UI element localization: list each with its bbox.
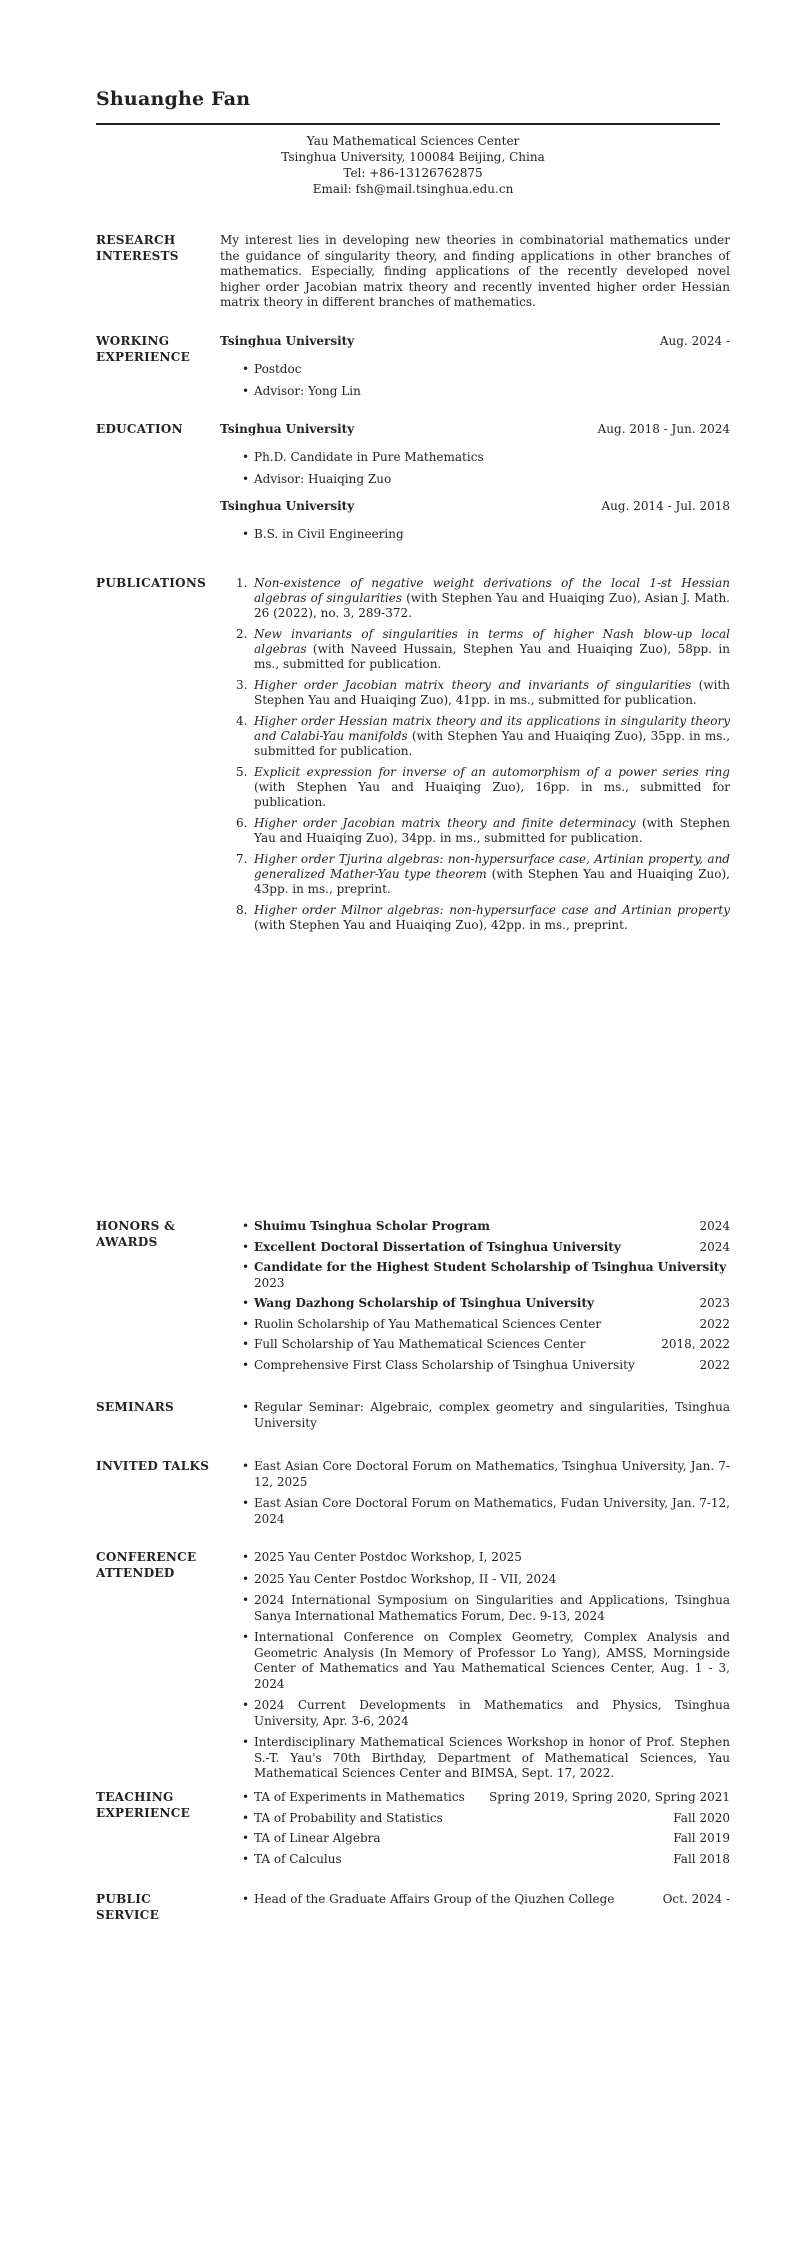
- conference-list: [220, 1550, 730, 1788]
- conference-item: • 2025 Yau Center Postdoc Workshop, I, 2025: [254, 1550, 730, 1566]
- institution: Tsinghua University: [220, 422, 355, 436]
- section-title: PUBLIC SERVICE: [96, 1892, 160, 1922]
- education-entry-head: [220, 499, 730, 514]
- conference-item: • 2025 Yau Center Postdoc Workshop, II - VII, 2024: [254, 1572, 730, 1588]
- section-title: RESEARCH INTERESTS: [96, 233, 179, 263]
- section-title: HONORS & AWARDS: [96, 1219, 176, 1249]
- section-title: EDUCATION: [96, 422, 183, 436]
- award-year: 2022: [699, 1357, 730, 1372]
- section-title: CONFERENCE ATTENDED: [96, 1550, 197, 1580]
- teaching-item: [254, 1852, 730, 1868]
- course-term: Spring 2019, Spring 2020, Spring 2021: [489, 1790, 730, 1804]
- publication-item: [254, 714, 730, 759]
- contact-line: Tsinghua University, 100084 Beijing, China: [281, 150, 545, 164]
- publication-details: (with Stephen Yau and Huaiqing Zuo), 16pp. in ms., submitted for publication.: [254, 780, 730, 809]
- award-year: 2024: [699, 1239, 730, 1254]
- publication-title: Higher order Jacobian matrix theory and invariants of singularities: [254, 678, 692, 692]
- teaching-item: [254, 1790, 730, 1806]
- service-item: [254, 1892, 730, 1908]
- publication-details: (with Naveed Hussain, Stephen Yau and Huaiqing Zuo), 58pp. in ms., submitted for publication.: [254, 642, 730, 671]
- list-item: • B.S. in Civil Engineering: [254, 527, 730, 543]
- publication-details: (with Stephen Yau and Huaiqing Zuo), 34pp. in ms., submitted for publication.: [254, 816, 730, 845]
- list-item: • Advisor: Huaiqing Zuo: [254, 472, 730, 488]
- publication-details: (with Stephen Yau and Huaiqing Zuo), 42pp. in ms., preprint.: [254, 918, 628, 932]
- publication-title: Higher order Jacobian matrix theory and finite determinacy: [254, 816, 636, 830]
- award-year: 2023: [699, 1296, 730, 1310]
- section-title: SEMINARS: [96, 1400, 175, 1414]
- service-date: Oct. 2024 -: [662, 1892, 730, 1906]
- date-range: Aug. 2024 -: [659, 334, 730, 348]
- talk-item: • East Asian Core Doctoral Forum on Mathematics, Fudan University, Jan. 7-12, 2024: [254, 1496, 730, 1527]
- section-title: INVITED TALKS: [96, 1459, 210, 1473]
- teaching-item: [254, 1811, 730, 1827]
- course-label: • TA of Linear Algebra: [254, 1831, 381, 1845]
- publication-list: [220, 576, 730, 933]
- award-label: • Comprehensive First Class Scholarship of Tsinghua University: [254, 1357, 635, 1372]
- institution: Tsinghua University: [220, 499, 355, 513]
- award-label: • Candidate for the Highest Student Scholarship of Tsinghua University: [254, 1260, 727, 1274]
- honors-list: [220, 1219, 730, 1378]
- research-text: My interest lies in developing new theories in combinatorial mathematics under the guidance of singularity theory, and finding applications in other branches of mathematics. Especially, finding applications of the recently developed novel higher order Jacobian matrix theory and recently invented higher order Hessian matrix theory in different branches of mathematics.: [220, 233, 730, 309]
- publication-title: Higher order Hessian matrix theory and its applications in singularity theory and Calabi-Yau manifolds: [254, 714, 730, 743]
- publication-item: [254, 576, 730, 621]
- contact-line: Yau Mathematical Sciences Center: [306, 134, 520, 148]
- award-item: [254, 1240, 730, 1256]
- teaching-item: [254, 1831, 730, 1847]
- award-item: [254, 1317, 730, 1333]
- award-item: [254, 1296, 730, 1312]
- award-item: [254, 1337, 730, 1353]
- conference-item: • Interdisciplinary Mathematical Sciences Workshop in honor of Prof. Stephen S.-T. Yau's 70th Birthday, Department of Mathematical Sciences, Yau Mathematical Sciences Center and BIMSA, Sept. 17, 2022.: [254, 1735, 730, 1782]
- education-entry-head: [220, 422, 730, 437]
- conference-item: • 2024 International Symposium on Singularities and Applications, Tsinghua Sanya International Mathematics Forum, Dec. 9-13, 2024: [254, 1593, 730, 1624]
- date-range: Aug. 2014 - Jul. 2018: [601, 499, 730, 513]
- contact-email[interactable]: Email: fsh@mail.tsinghua.edu.cn: [312, 182, 514, 196]
- header-rule: [96, 123, 720, 125]
- publication-item: [254, 816, 730, 846]
- publication-title: Higher order Milnor algebras: non-hypersurface case and Artinian property: [254, 903, 730, 917]
- work-entry-head: [220, 334, 730, 349]
- course-term: Fall 2020: [673, 1810, 730, 1825]
- section-title: WORKING EXPERIENCE: [96, 334, 191, 364]
- publication-item: [254, 765, 730, 810]
- award-label: • Excellent Doctoral Dissertation of Tsinghua University: [254, 1239, 621, 1254]
- contact-line: Tel: +86-13126762875: [343, 166, 483, 180]
- section-title: PUBLICATIONS: [96, 576, 207, 590]
- award-item: [254, 1219, 730, 1235]
- conference-item: • 2024 Current Developments in Mathematics and Physics, Tsinghua University, Apr. 3-6, 2024: [254, 1698, 730, 1729]
- publication-title: Explicit expression for inverse of an automorphism of a power series ring: [254, 765, 730, 779]
- teaching-list: [220, 1790, 730, 1872]
- service-label: • Head of the Graduate Affairs Group of the Qiuzhen College: [254, 1892, 615, 1906]
- publication-item: [254, 903, 730, 933]
- award-label: • Shuimu Tsinghua Scholar Program: [254, 1219, 491, 1233]
- award-item: [254, 1260, 730, 1291]
- contact-block: [186, 133, 640, 197]
- course-label: • TA of Experiments in Mathematics: [254, 1790, 465, 1804]
- award-label: • Full Scholarship of Yau Mathematical Sciences Center: [254, 1337, 586, 1351]
- award-label: • Wang Dazhong Scholarship of Tsinghua University: [254, 1296, 594, 1310]
- course-term: Fall 2019: [673, 1831, 730, 1845]
- publications-body: [220, 576, 730, 939]
- publication-details: (with Stephen Yau and Huaiqing Zuo), 35pp. in ms., submitted for publication.: [254, 729, 731, 758]
- publication-title: New invariants of singularities in terms of higher Nash blow-up local algebras: [254, 627, 730, 656]
- publication-title: Non-existence of negative weight derivations of the local 1-st Hessian algebras of singularities: [254, 576, 730, 605]
- award-year: 2024: [699, 1219, 730, 1233]
- course-label: • TA of Probability and Statistics: [254, 1810, 443, 1825]
- date-range: Aug. 2018 - Jun. 2024: [597, 422, 730, 436]
- institution: Tsinghua University: [220, 334, 355, 348]
- list-item: • Advisor: Yong Lin: [254, 384, 730, 400]
- publication-details: (with Stephen Yau and Huaiqing Zuo), 43pp. in ms., preprint.: [254, 867, 730, 896]
- award-label: • Ruolin Scholarship of Yau Mathematical Sciences Center: [254, 1316, 602, 1331]
- publication-item: [254, 627, 730, 672]
- list-item: • Ph.D. Candidate in Pure Mathematics: [254, 450, 730, 466]
- award-year: 2018, 2022: [661, 1337, 730, 1351]
- section-title: TEACHING EXPERIENCE: [96, 1790, 191, 1820]
- list-item: • Postdoc: [254, 362, 730, 378]
- course-label: • TA of Calculus: [254, 1851, 342, 1866]
- cv-name: Shuanghe Fan: [96, 88, 251, 110]
- talk-list: [220, 1459, 730, 1533]
- service-list: [220, 1892, 730, 1914]
- conference-item: • International Conference on Complex Geometry, Complex Analysis and Geometric Analysis (In Memory of Professor Lo Yang), AMSS, Morningside Center of Mathematics and Yau Mathematical Sciences Center, Aug. 1 - 3, 2024: [254, 1630, 730, 1692]
- publication-details: (with Stephen Yau and Huaiqing Zuo), Asian J. Math. 26 (2022), no. 3, 289-372.: [254, 591, 730, 620]
- award-year: 2022: [699, 1316, 730, 1331]
- seminar-list: [220, 1400, 730, 1437]
- course-term: Fall 2018: [673, 1851, 730, 1866]
- award-item: [254, 1358, 730, 1374]
- award-year: 2023: [254, 1275, 285, 1290]
- publication-item: [254, 852, 730, 897]
- publication-title: Higher order Tjurina algebras: non-hypersurface case, Artinian property, and generalized Mather-Yau type theorem: [254, 852, 730, 881]
- publication-item: [254, 678, 730, 708]
- education-body: [220, 422, 730, 551]
- work-body: [220, 334, 730, 407]
- publication-details: (with Stephen Yau and Huaiqing Zuo), 41pp. in ms., submitted for publication.: [254, 678, 731, 707]
- talk-item: • East Asian Core Doctoral Forum on Mathematics, Tsinghua University, Jan. 7-12, 2025: [254, 1459, 730, 1490]
- seminar-item: • Regular Seminar: Algebraic, complex geometry and singularities, Tsinghua University: [254, 1400, 730, 1431]
